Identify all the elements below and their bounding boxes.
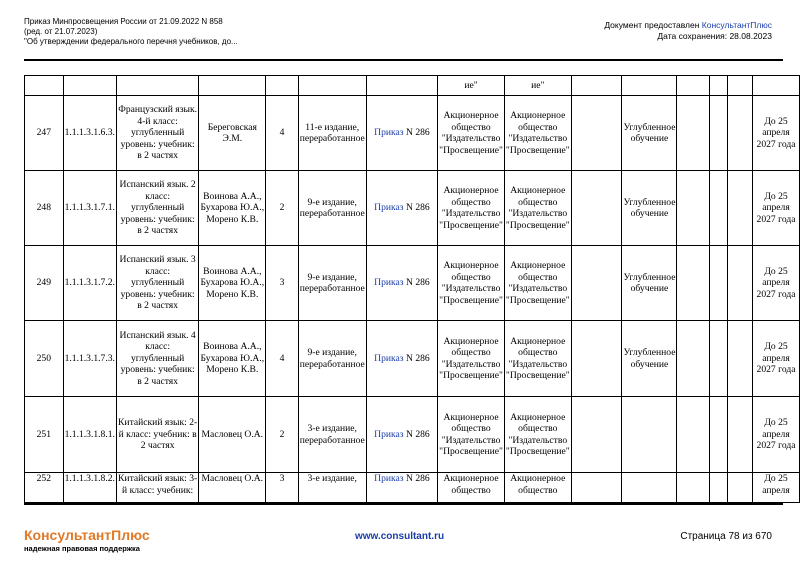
empty-cell xyxy=(727,171,753,246)
row-number-cell: 251 xyxy=(25,397,64,473)
title-cell: Китайский язык: 2-й класс: учебник: в 2 частях xyxy=(116,397,198,473)
code-cell: 1.1.1.3.1.6.3. xyxy=(63,96,116,171)
order-number: N 286 xyxy=(403,352,430,364)
empty-cell xyxy=(727,246,753,321)
grade-cell: 3 xyxy=(266,473,298,503)
study-level-cell xyxy=(622,473,677,503)
edition-cell: 9-е издание, переработанное xyxy=(298,246,366,321)
publisher-alt-cell: Акционерное общество "Издательство "Просвещение" xyxy=(504,321,571,397)
grade-cell: 2 xyxy=(266,171,298,246)
empty-cell xyxy=(677,246,709,321)
empty-cell xyxy=(677,397,709,473)
empty-cell xyxy=(571,321,622,397)
title-cell: Французский язык. 4-й класс: углубленный уровень: учебник: в 2 частях xyxy=(116,96,198,171)
empty-cell xyxy=(571,397,622,473)
order-cell xyxy=(366,473,437,503)
consultant-logo xyxy=(24,527,150,553)
header-divider xyxy=(24,59,783,61)
empty-cell xyxy=(709,321,727,397)
publisher-cell: Акционерное общество "Издательство "Просвещение" xyxy=(438,171,505,246)
publisher-cell: Акционерное общество xyxy=(438,473,505,503)
valid-until-cell: До 25 апреля xyxy=(753,473,800,503)
page-number: Страница 78 из 670 xyxy=(680,531,772,542)
publisher-alt-cell: Акционерное общество "Издательство "Просвещение" xyxy=(504,171,571,246)
grade-cell: 4 xyxy=(266,96,298,171)
empty-cell xyxy=(677,321,709,397)
code-cell: 1.1.1.3.1.7.1. xyxy=(63,171,116,246)
table-row xyxy=(25,96,800,171)
title-cell: Китайский язык: 3-й класс: учебник: xyxy=(116,473,198,503)
grade-cell: 2 xyxy=(266,397,298,473)
empty-cell xyxy=(571,473,622,503)
header-line: "Об утверждении федерального перечня учебников, до... xyxy=(24,37,238,46)
footer-brand: КонсультантПлюс xyxy=(24,527,150,543)
authors-cell: Масловец О.А. xyxy=(199,397,266,473)
publisher-alt-cell: Акционерное общество "Издательство "Просвещение" xyxy=(504,96,571,171)
edition-cell: 9-е издание, переработанное xyxy=(298,321,366,397)
order-number: N 286 xyxy=(403,277,430,289)
empty-cell xyxy=(677,171,709,246)
empty-cell xyxy=(709,473,727,503)
code-cell: 1.1.1.3.1.8.2. xyxy=(63,473,116,503)
publisher-cell: Акционерное общество "Издательство "Просвещение" xyxy=(438,246,505,321)
valid-until-cell: До 25 апреля 2027 года xyxy=(753,321,800,397)
table-row xyxy=(25,246,800,321)
order-number: N 286 xyxy=(403,428,430,440)
table-row xyxy=(25,473,800,503)
order-link[interactable]: Приказ xyxy=(374,277,404,289)
order-number: N 286 xyxy=(403,127,430,139)
edition-cell: 9-е издание, переработанное xyxy=(298,171,366,246)
empty-cell xyxy=(709,397,727,473)
table-row xyxy=(25,171,800,246)
edition-cell: 11-е издание, переработанное xyxy=(298,96,366,171)
order-cell xyxy=(366,171,437,246)
publisher-cell: Акционерное общество "Издательство "Просвещение" xyxy=(438,321,505,397)
grade-cell: 3 xyxy=(266,246,298,321)
order-cell xyxy=(366,246,437,321)
table-row-continuation xyxy=(25,76,800,96)
save-date: Дата сохранения: 28.08.2023 xyxy=(657,31,772,41)
order-link[interactable]: Приказ xyxy=(374,428,404,440)
order-number: N 286 xyxy=(403,473,430,484)
empty-cell xyxy=(571,246,622,321)
document-header-info xyxy=(24,17,238,47)
empty-cell xyxy=(727,473,753,503)
row-number-cell: 250 xyxy=(25,321,64,397)
title-cell: Испанский язык. 2 класс: углубленный уровень: учебник: в 2 частях xyxy=(116,171,198,246)
authors-cell: Масловец О.А. xyxy=(199,473,266,503)
study-level-cell: Углубленное обучение xyxy=(622,246,677,321)
authors-cell: Воинова А.А., Бухарова Ю.А., Морено К.В. xyxy=(199,246,266,321)
order-link[interactable]: Приказ xyxy=(374,127,404,139)
empty-cell xyxy=(727,397,753,473)
row-number-cell: 247 xyxy=(25,96,64,171)
publisher-cell: Акционерное общество "Издательство "Просвещение" xyxy=(438,397,505,473)
edition-cell: 3-е издание, переработанное xyxy=(298,397,366,473)
order-cell xyxy=(366,321,437,397)
order-cell xyxy=(366,397,437,473)
row-number-cell: 249 xyxy=(25,246,64,321)
empty-cell xyxy=(709,246,727,321)
row-number-cell: 248 xyxy=(25,171,64,246)
table-row xyxy=(25,397,800,473)
provider-brand-link[interactable]: КонсультантПлюс xyxy=(701,20,772,30)
edition-cell: 3-е издание, xyxy=(298,473,366,503)
textbook-table xyxy=(24,75,800,503)
table-row xyxy=(25,321,800,397)
study-level-cell: Углубленное обучение xyxy=(622,321,677,397)
order-link[interactable]: Приказ xyxy=(374,473,404,484)
empty-cell xyxy=(727,96,753,171)
order-link[interactable]: Приказ xyxy=(374,352,404,364)
empty-cell xyxy=(677,96,709,171)
publisher-cell: ие" xyxy=(438,76,505,96)
code-cell: 1.1.1.3.1.7.3. xyxy=(63,321,116,397)
authors-cell: Воинова А.А., Бухарова Ю.А., Морено К.В. xyxy=(199,321,266,397)
row-number-cell: 252 xyxy=(25,473,64,503)
header-line: Приказ Минпросвещения России от 21.09.2022 N 858 xyxy=(24,17,223,26)
valid-until-cell: До 25 апреля 2027 года xyxy=(753,96,800,171)
provided-label: Документ предоставлен xyxy=(604,20,702,30)
empty-cell xyxy=(571,96,622,171)
authors-cell: Воинова А.А., Бухарова Ю.А., Морено К.В. xyxy=(199,171,266,246)
valid-until-cell: До 25 апреля 2027 года xyxy=(753,246,800,321)
footer-divider xyxy=(24,503,783,505)
publisher-alt-cell: Акционерное общество xyxy=(504,473,571,503)
study-level-cell: Углубленное обучение xyxy=(622,96,677,171)
study-level-cell xyxy=(622,397,677,473)
empty-cell xyxy=(677,473,709,503)
empty-cell xyxy=(709,171,727,246)
order-number: N 286 xyxy=(403,202,430,214)
valid-until-cell: До 25 апреля 2027 года xyxy=(753,171,800,246)
empty-cell xyxy=(727,321,753,397)
publisher-cell: ие" xyxy=(504,76,571,96)
website-link[interactable]: www.consultant.ru xyxy=(355,531,445,542)
order-cell xyxy=(366,96,437,171)
publisher-cell: Акционерное общество "Издательство "Просвещение" xyxy=(438,96,505,171)
header-line: (ред. от 21.07.2023) xyxy=(24,27,98,36)
title-cell: Испанский язык. 3 класс: углубленный уровень: учебник: в 2 частях xyxy=(116,246,198,321)
grade-cell: 4 xyxy=(266,321,298,397)
order-link[interactable]: Приказ xyxy=(374,202,404,214)
empty-cell xyxy=(709,96,727,171)
code-cell: 1.1.1.3.1.8.1. xyxy=(63,397,116,473)
authors-cell: Береговская Э.М. xyxy=(199,96,266,171)
study-level-cell: Углубленное обучение xyxy=(622,171,677,246)
title-cell: Испанский язык. 4 класс: углубленный уровень: учебник: в 2 частях xyxy=(116,321,198,397)
publisher-alt-cell: Акционерное общество "Издательство "Просвещение" xyxy=(504,397,571,473)
document-provider-info xyxy=(604,20,772,42)
code-cell: 1.1.1.3.1.7.2. xyxy=(63,246,116,321)
valid-until-cell: До 25 апреля 2027 года xyxy=(753,397,800,473)
empty-cell xyxy=(571,171,622,246)
publisher-alt-cell: Акционерное общество "Издательство "Просвещение" xyxy=(504,246,571,321)
footer-tagline: надежная правовая поддержка xyxy=(24,544,140,553)
